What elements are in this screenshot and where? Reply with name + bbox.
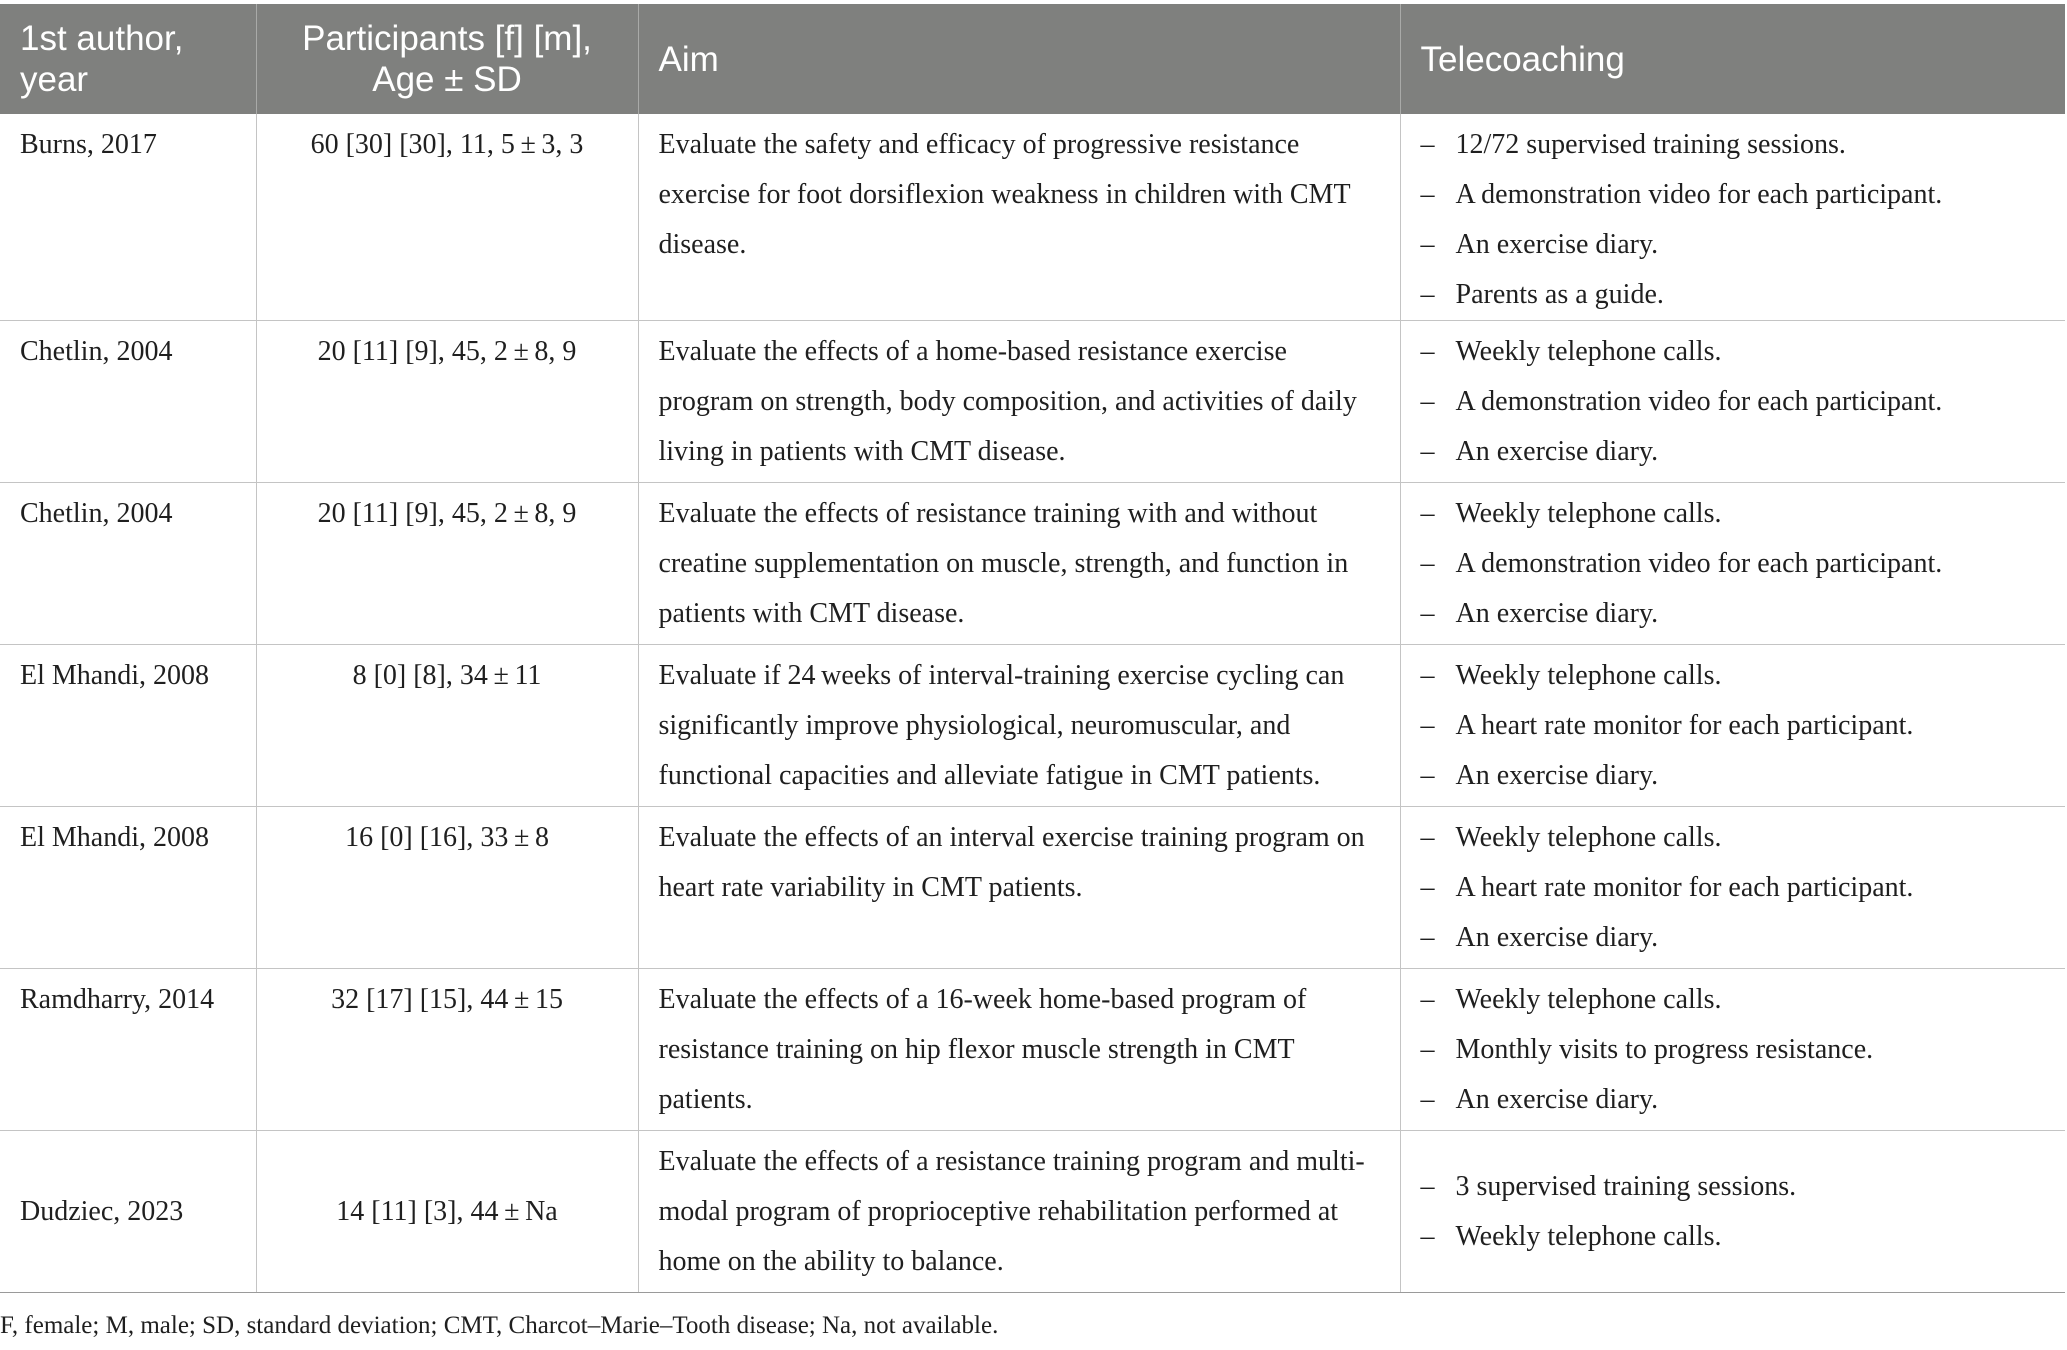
dash-marker: – (1420, 229, 1435, 260)
table-row (0, 807, 2065, 969)
list-item (1421, 813, 2046, 863)
cell-aim: Evaluate the effects of resistance training with and without creatine supplementation on muscle, strength, and function in patients with CMT disease. (638, 483, 1400, 645)
table-row (0, 114, 2065, 321)
list-item-text: Weekly telephone calls. (1455, 822, 1722, 853)
dash-marker: – (1420, 1034, 1435, 1065)
cell-author: El Mhandi, 2008 (0, 807, 256, 969)
cell-participants: 8 [0] [8], 34 ± 11 (256, 645, 638, 807)
list-item-text: An exercise diary. (1455, 598, 1659, 629)
list-item (1421, 1162, 2046, 1212)
header-telecoaching: Telecoaching (1400, 4, 2065, 114)
list-item-text: An exercise diary. (1455, 922, 1659, 953)
list-item (1421, 913, 2046, 963)
cell-telecoaching (1400, 1131, 2065, 1293)
list-item-text: Weekly telephone calls. (1455, 984, 1722, 1015)
cell-aim: Evaluate the effects of a home-based resistance exercise program on strength, body composition, and activities of daily living in patients with CMT disease. (638, 321, 1400, 483)
header-participants: Participants [f] [m], Age ± SD (256, 4, 638, 114)
list-item (1421, 270, 2046, 320)
header-aim: Aim (638, 4, 1400, 114)
dash-marker: – (1420, 129, 1435, 160)
cell-author: Chetlin, 2004 (0, 321, 256, 483)
list-item-text: Weekly telephone calls. (1455, 498, 1722, 529)
list-item (1421, 377, 2046, 427)
cell-aim: Evaluate the effects of a 16-week home-based program of resistance training on hip flexor muscle strength in CMT patients. (638, 969, 1400, 1131)
dash-marker: – (1420, 1220, 1435, 1252)
list-item-text: Weekly telephone calls. (1455, 1220, 1722, 1252)
list-item (1421, 120, 2046, 170)
dash-marker: – (1420, 984, 1435, 1015)
list-item-text: 3 supervised training sessions. (1455, 1170, 1797, 1202)
cell-author: Burns, 2017 (0, 114, 256, 321)
list-item-text: A heart rate monitor for each participant. (1455, 710, 1914, 741)
list-item (1421, 1025, 2046, 1075)
list-item-text: Weekly telephone calls. (1455, 336, 1722, 367)
table-container (0, 4, 2067, 1293)
dash-marker: – (1420, 1170, 1435, 1202)
list-item (1421, 701, 2046, 751)
list-item (1421, 489, 2046, 539)
cell-telecoaching (1400, 483, 2065, 645)
list-item-text: Monthly visits to progress resistance. (1455, 1034, 1874, 1065)
study-table (0, 4, 2065, 1293)
list-item-text: An exercise diary. (1455, 760, 1659, 791)
cell-aim: Evaluate the effects of a resistance training program and multi-modal program of proprioceptive rehabilitation performed at home on the ability to balance. (638, 1131, 1400, 1293)
cell-aim: Evaluate if 24 weeks of interval-training exercise cycling can significantly improve physiological, neuromuscular, and functional capacities and alleviate fatigue in CMT patients. (638, 645, 1400, 807)
table-footnote: F, female; M, male; SD, standard deviation; CMT, Charcot–Marie–Tooth disease; Na, not available. (0, 1312, 999, 1339)
list-item (1421, 1075, 2046, 1125)
dash-marker: – (1420, 660, 1435, 691)
cell-author: El Mhandi, 2008 (0, 645, 256, 807)
cell-aim: Evaluate the safety and efficacy of progressive resistance exercise for foot dorsiflexion weakness in children with CMT disease. (638, 114, 1400, 321)
table-row (0, 645, 2065, 807)
list-item (1421, 863, 2046, 913)
list-item (1421, 975, 2046, 1025)
dash-marker: – (1420, 386, 1435, 417)
list-item-text: Weekly telephone calls. (1455, 660, 1722, 691)
cell-participants: 14 [11] [3], 44 ± Na (256, 1131, 638, 1293)
cell-telecoaching (1400, 114, 2065, 321)
dash-marker: – (1420, 872, 1435, 903)
list-item-text: An exercise diary. (1455, 1084, 1659, 1115)
list-item (1421, 589, 2046, 639)
dash-marker: – (1420, 179, 1435, 210)
table-row (0, 969, 2065, 1131)
cell-aim: Evaluate the effects of an interval exercise training program on heart rate variability in CMT patients. (638, 807, 1400, 969)
cell-participants: 16 [0] [16], 33 ± 8 (256, 807, 638, 969)
list-item-text: Parents as a guide. (1455, 279, 1664, 310)
header-row (0, 4, 2065, 114)
table-row (0, 1131, 2065, 1293)
cell-author: Dudziec, 2023 (0, 1131, 256, 1293)
dash-marker: – (1420, 279, 1435, 310)
list-item-text: A heart rate monitor for each participant. (1455, 872, 1914, 903)
list-item-text: A demonstration video for each participant. (1455, 386, 1943, 417)
table-row (0, 483, 2065, 645)
dash-marker: – (1420, 498, 1435, 529)
list-item (1421, 1212, 2046, 1262)
dash-marker: – (1420, 710, 1435, 741)
dash-marker: – (1420, 760, 1435, 791)
cell-telecoaching (1400, 645, 2065, 807)
cell-telecoaching (1400, 807, 2065, 969)
dash-marker: – (1420, 336, 1435, 367)
list-item (1421, 170, 2046, 220)
cell-author: Chetlin, 2004 (0, 483, 256, 645)
list-item-text: An exercise diary. (1455, 229, 1659, 260)
list-item (1421, 427, 2046, 477)
cell-participants: 20 [11] [9], 45, 2 ± 8, 9 (256, 321, 638, 483)
dash-marker: – (1420, 436, 1435, 467)
list-item (1421, 651, 2046, 701)
table-row (0, 321, 2065, 483)
list-item (1421, 539, 2046, 589)
cell-participants: 32 [17] [15], 44 ± 15 (256, 969, 638, 1131)
list-item-text: A demonstration video for each participant. (1455, 548, 1943, 579)
cell-author: Ramdharry, 2014 (0, 969, 256, 1131)
list-item (1421, 751, 2046, 801)
dash-marker: – (1420, 1084, 1435, 1115)
list-item (1421, 327, 2046, 377)
dash-marker: – (1420, 922, 1435, 953)
cell-telecoaching (1400, 969, 2065, 1131)
header-author-year: 1st author, year (0, 4, 256, 114)
cell-participants: 60 [30] [30], 11, 5 ± 3, 3 (256, 114, 638, 321)
cell-participants: 20 [11] [9], 45, 2 ± 8, 9 (256, 483, 638, 645)
list-item-text: A demonstration video for each participant. (1455, 179, 1943, 210)
list-item (1421, 220, 2046, 270)
dash-marker: – (1420, 598, 1435, 629)
cell-telecoaching (1400, 321, 2065, 483)
list-item-text: An exercise diary. (1455, 436, 1659, 467)
dash-marker: – (1420, 822, 1435, 853)
dash-marker: – (1420, 548, 1435, 579)
list-item-text: 12/72 supervised training sessions. (1455, 129, 1846, 160)
